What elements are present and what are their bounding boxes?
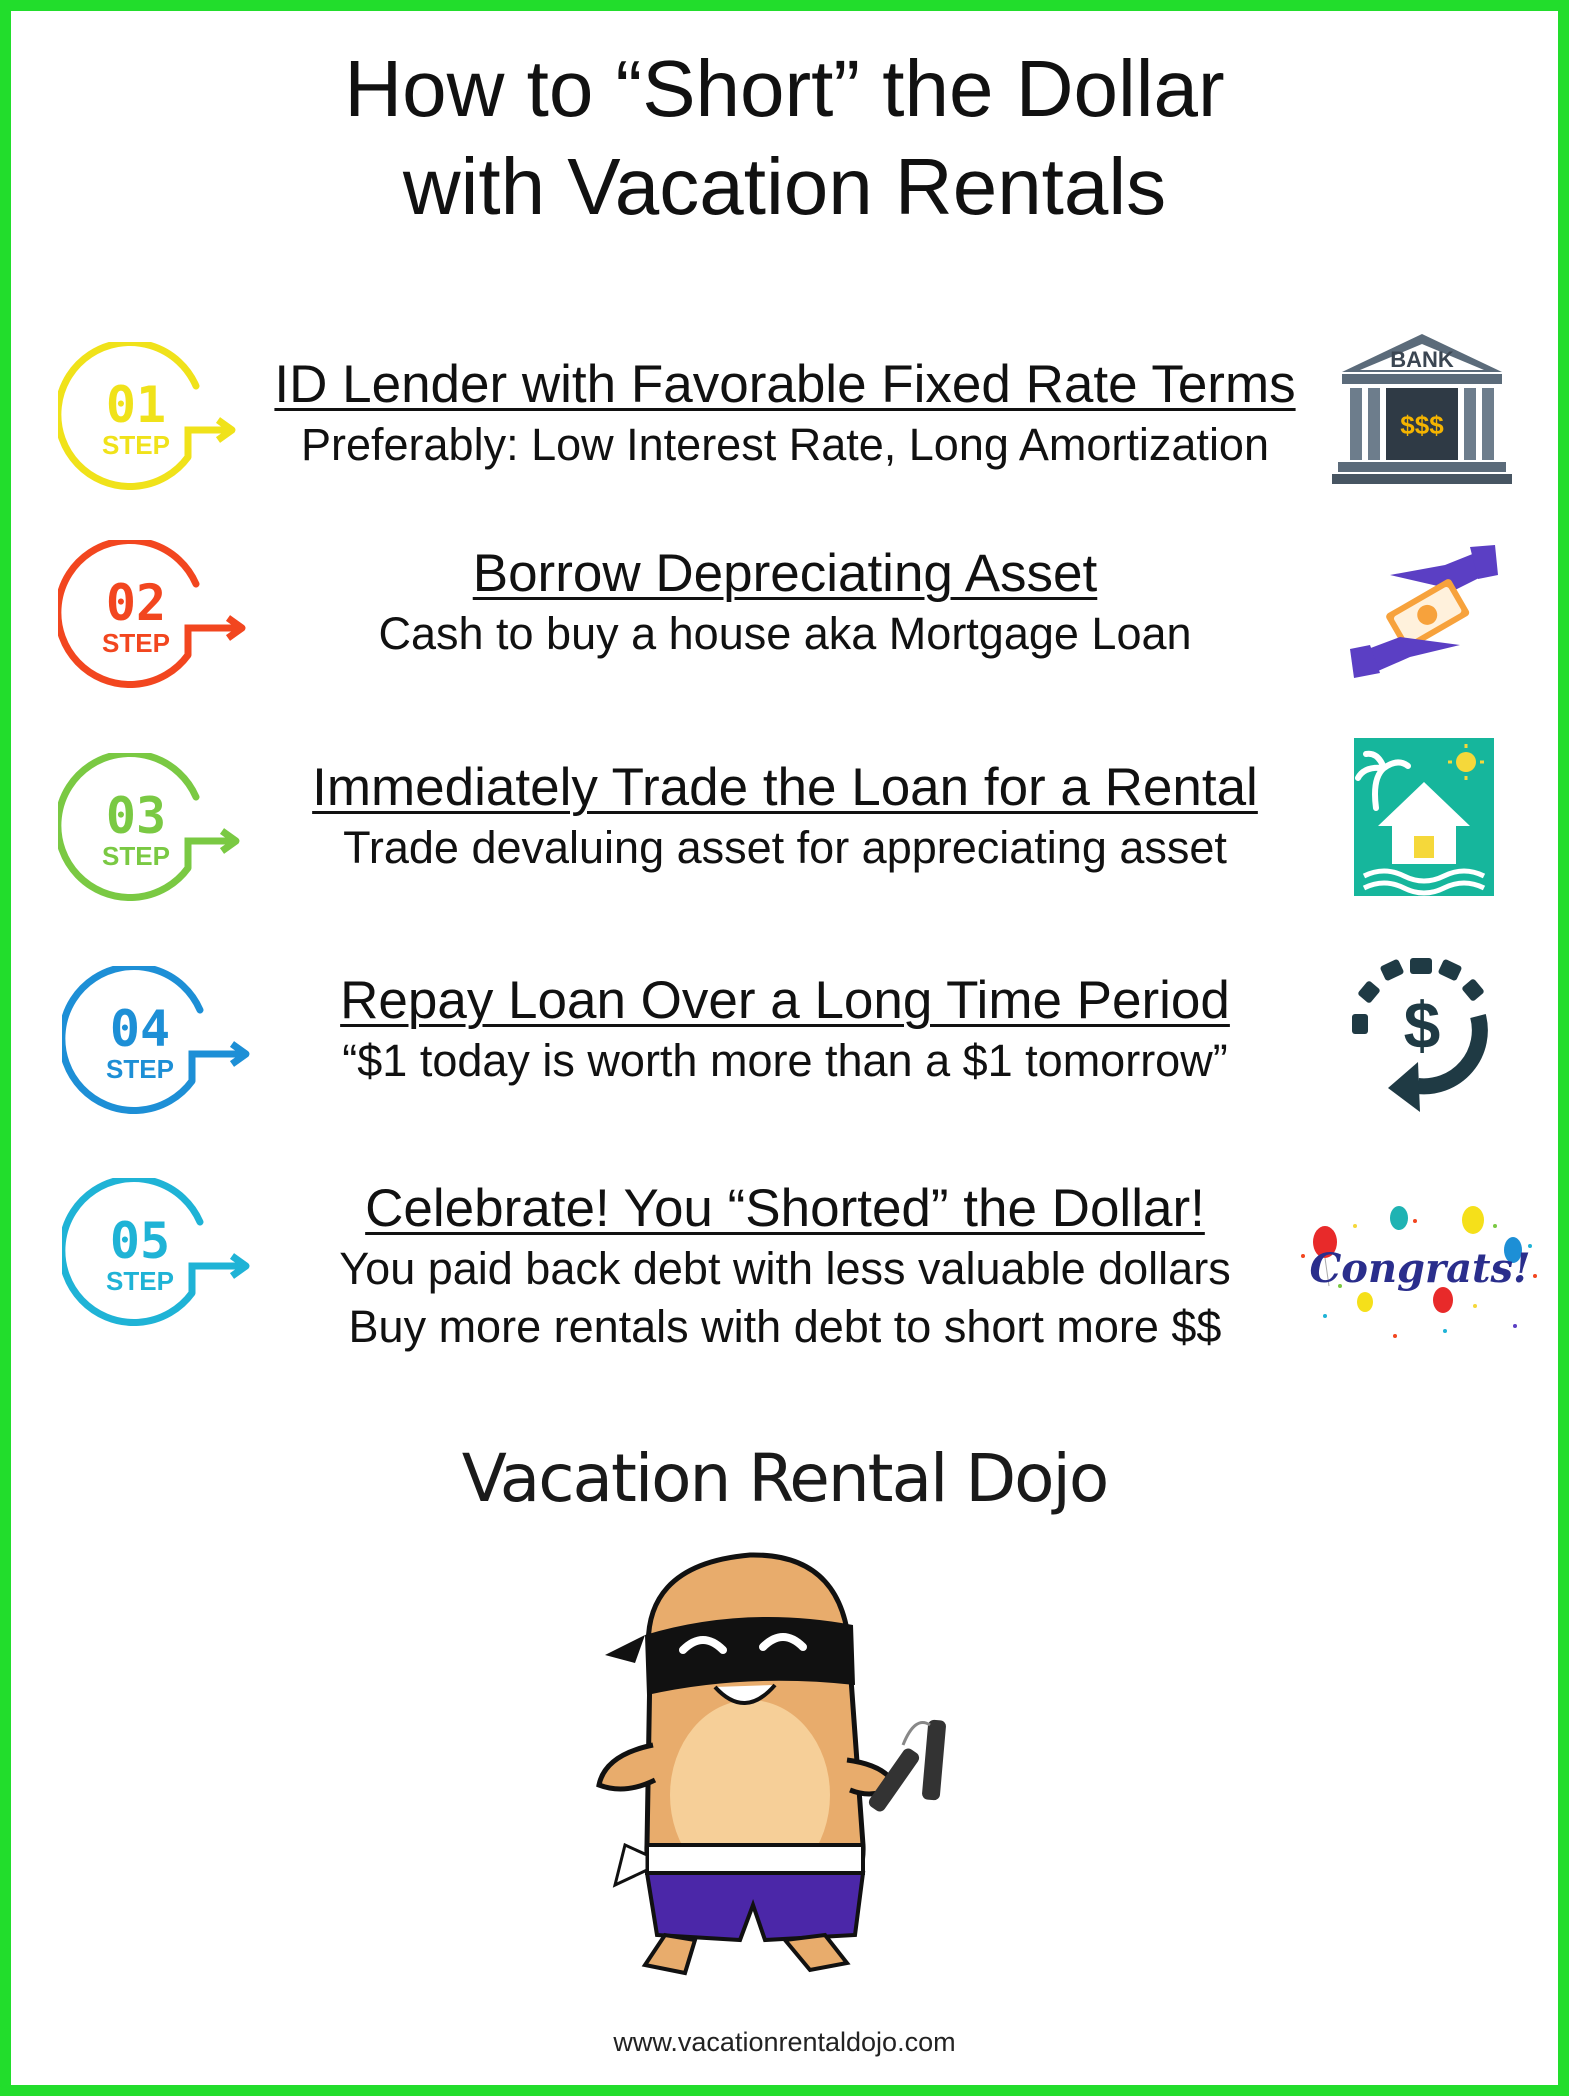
step-badge-04 xyxy=(62,966,252,1121)
step-heading: Immediately Trade the Loan for a Rental xyxy=(312,758,1258,817)
step-description: Cash to buy a house aka Mortgage Loan xyxy=(378,608,1192,659)
step-heading: Borrow Depreciating Asset xyxy=(472,544,1098,603)
step-heading: Repay Loan Over a Long Time Period xyxy=(340,971,1230,1030)
bank-icon xyxy=(1332,330,1512,495)
step-heading: ID Lender with Favorable Fixed Rate Terms xyxy=(274,355,1296,414)
step-description-line-2: Buy more rentals with debt to short more $$ xyxy=(348,1301,1222,1352)
step-badge-05 xyxy=(62,1178,252,1333)
step-label: STEP xyxy=(102,430,170,460)
step-text xyxy=(250,354,1320,474)
step-number: 02 xyxy=(105,574,167,632)
step-number: 04 xyxy=(109,1000,171,1058)
step-description: “$1 today is worth more than a $1 tomorrow” xyxy=(342,1035,1228,1086)
step-text xyxy=(250,970,1320,1090)
brand-logo: Vacation Rental Dojo xyxy=(461,1440,1108,1517)
step-badge-03 xyxy=(58,753,248,908)
step-badge-01 xyxy=(58,342,248,497)
step-label: STEP xyxy=(102,841,170,871)
step-text xyxy=(250,543,1320,663)
step-description: Preferably: Low Interest Rate, Long Amortization xyxy=(300,419,1269,470)
congrats-balloons-icon xyxy=(1295,1206,1545,1361)
step-label: STEP xyxy=(106,1266,174,1296)
step-number: 05 xyxy=(109,1212,171,1270)
step-badge-02 xyxy=(58,540,248,695)
step-number: 01 xyxy=(105,376,167,434)
step-text xyxy=(250,1178,1320,1356)
bank-label: BANK xyxy=(1390,347,1454,372)
page-title xyxy=(0,40,1569,236)
dollar-cycle-icon xyxy=(1348,956,1498,1121)
ninja-mascot-icon xyxy=(585,1545,985,1990)
hands-exchanging-cash-icon xyxy=(1350,545,1500,685)
step-number: 03 xyxy=(105,787,167,845)
beach-house-icon xyxy=(1354,738,1494,901)
congrats-text: Congrats! xyxy=(1309,1245,1531,1292)
step-text xyxy=(250,757,1320,877)
step-label: STEP xyxy=(106,1054,174,1084)
title-line-2: with Vacation Rentals xyxy=(402,142,1167,231)
step-heading: Celebrate! You “Shorted” the Dollar! xyxy=(365,1179,1205,1238)
bank-dollars: $$$ xyxy=(1400,410,1444,440)
website-url: www.vacationrentaldojo.com xyxy=(613,2027,956,2057)
step-description-line-1: You paid back debt with less valuable dollars xyxy=(339,1243,1231,1294)
dollar-sign: $ xyxy=(1403,988,1441,1062)
title-line-1: How to “Short” the Dollar xyxy=(344,44,1225,133)
step-description: Trade devaluing asset for appreciating asset xyxy=(343,822,1227,873)
step-label: STEP xyxy=(102,628,170,658)
